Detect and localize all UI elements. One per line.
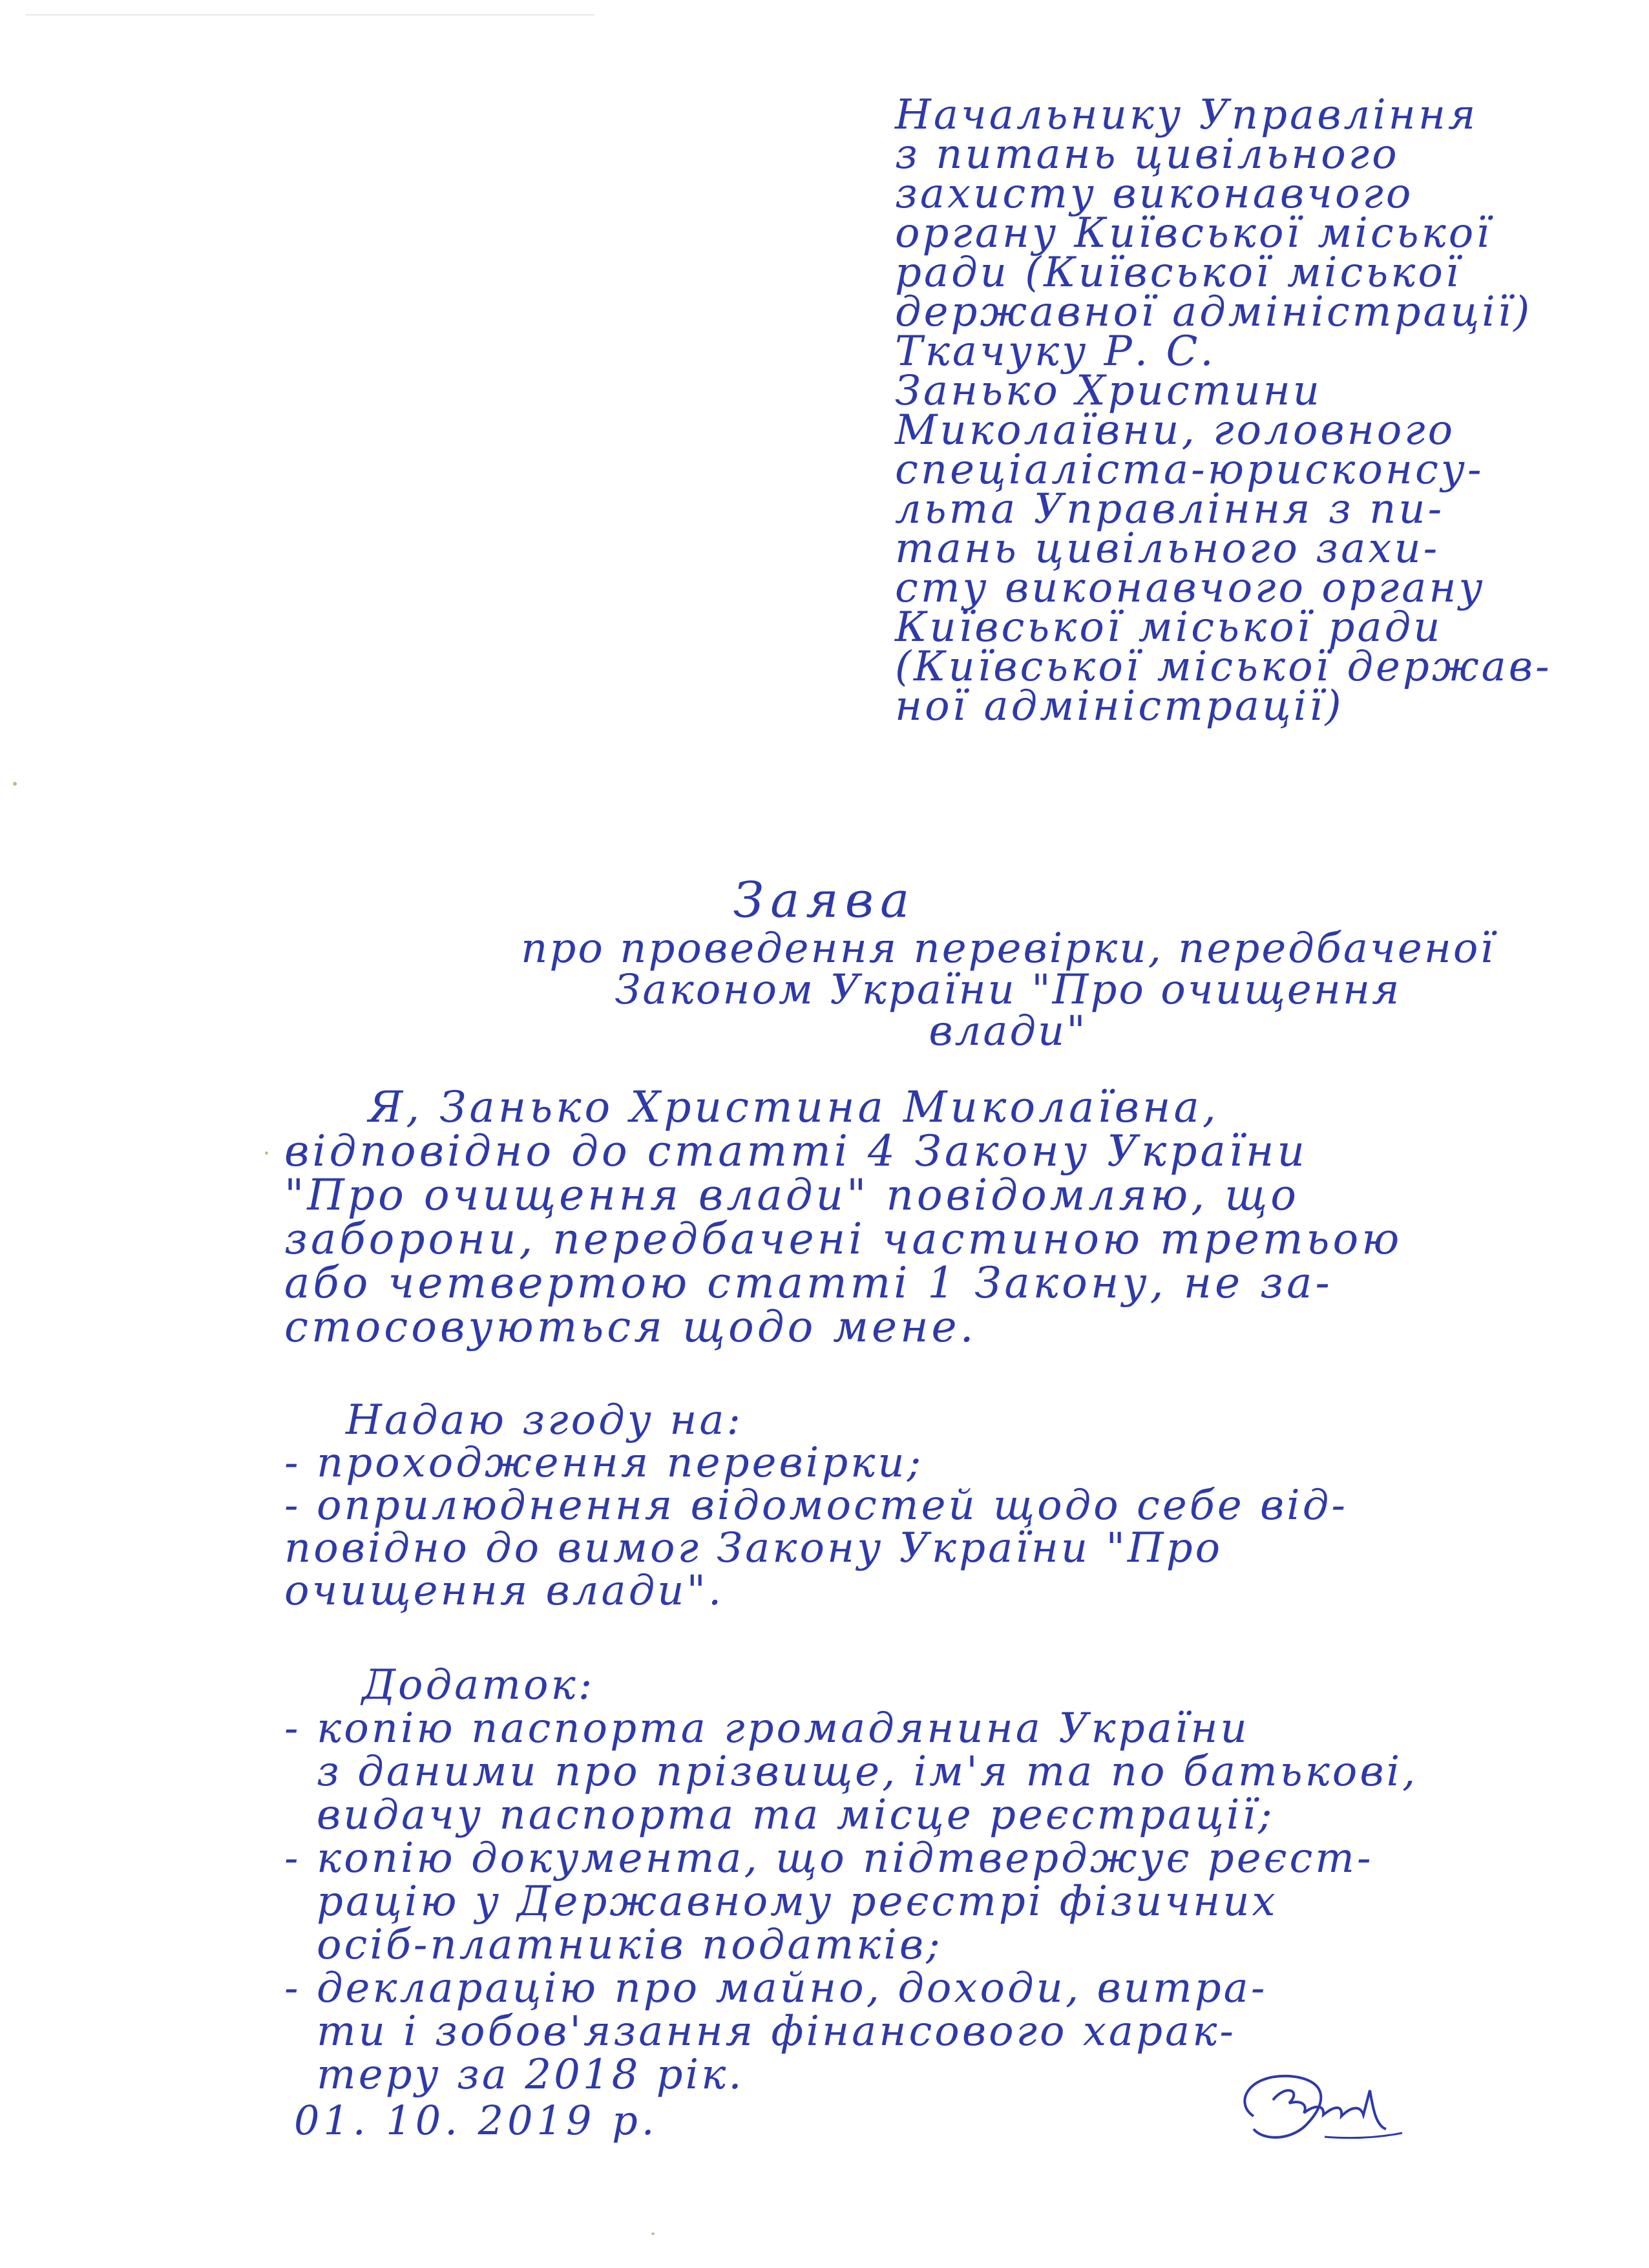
annex-item: - копію документа, що підтверджує реєст-: [284, 1834, 1374, 1882]
annex-block: [284, 1661, 1590, 2099]
paper-speck: [265, 1151, 268, 1155]
applicant-line: льта Управління з пи-: [895, 485, 1445, 533]
statement-line: або четвертою статті 1 Закону, не за-: [284, 1258, 1333, 1308]
statement-paragraph: [284, 1082, 1590, 1352]
document-subtitle: [452, 925, 1564, 1055]
statement-line: стосовуються щодо мене.: [284, 1302, 977, 1352]
statement-line: заборони, передбачені частиною третьою: [284, 1214, 1403, 1264]
addressee-line: органу Київської міської: [895, 209, 1492, 257]
consent-block: [284, 1396, 1590, 1615]
statement-line: "Про очищення влади" повідомляю, що: [284, 1170, 1300, 1220]
addressee-line: Начальнику Управління: [895, 91, 1478, 139]
applicant-line: Занько Христини: [895, 367, 1322, 415]
applicant-line: ної адміністрації): [895, 682, 1344, 730]
applicant-line: спеціаліста-юрисконсу-: [895, 446, 1484, 494]
annex-item: - декларацію про майно, доходи, витра-: [284, 1964, 1268, 2012]
applicant-line: Миколаївни, головного: [895, 406, 1456, 454]
paper-speck: [13, 782, 17, 786]
signature-icon: [1228, 2064, 1434, 2155]
annex-item: - копію паспорта громадянина України: [284, 1705, 1250, 1752]
applicant-line: (Київської міської держав-: [895, 643, 1552, 691]
annex-item: з даними про прізвище, ім'я та по батькові,: [317, 1748, 1418, 1796]
subtitle-line: про проведення перевірки, передбаченої: [521, 925, 1495, 972]
annex-item: теру за 2018 рік.: [317, 2051, 744, 2099]
subtitle-line: Законом України "Про очищення: [614, 966, 1402, 1014]
paper-speck: [651, 2232, 655, 2235]
addressee-line: державної адміністрації): [895, 288, 1533, 336]
consent-heading: Надаю згоду на:: [346, 1396, 744, 1444]
document-title: Заява: [733, 871, 916, 929]
annex-item: рацію у Державному реєстрі фізичних: [317, 1878, 1278, 1926]
consent-item: - оприлюднення відомостей щодо себе від-: [284, 1482, 1348, 1529]
statement-line: відповідно до статті 4 Закону України: [284, 1126, 1308, 1176]
annex-heading: Додаток:: [362, 1661, 595, 1709]
addressee-line: захисту виконавчого: [895, 170, 1414, 218]
addressee-block: [895, 91, 1625, 730]
annex-item: осіб-платників податків;: [317, 1921, 943, 1969]
addressee-line: ради (Київської міської: [895, 249, 1462, 297]
consent-item: очищення влади".: [284, 1567, 724, 1615]
subtitle-line: влади": [929, 1007, 1087, 1055]
applicant-line: тань цивільного захи-: [895, 525, 1440, 572]
consent-item: повідно до вимог Закону України "Про: [284, 1524, 1223, 1572]
addressee-line: Ткачуку Р. С.: [895, 328, 1216, 375]
document-date: 01. 10. 2019 р.: [294, 2097, 658, 2144]
annex-item: ти і зобов'язання фінансового харак-: [317, 2008, 1237, 2055]
statement-line: Я, Занько Христина Миколаївна,: [368, 1082, 1219, 1132]
applicant-line: Київської міської ради: [895, 604, 1443, 651]
annex-item: видачу паспорта та місце реєстрації;: [317, 1791, 1275, 1839]
addressee-line: з питань цивільного: [895, 131, 1400, 178]
page-edge-line: [26, 14, 594, 16]
consent-item: - проходження перевірки;: [284, 1439, 924, 1487]
applicant-line: сту виконавчого органу: [895, 564, 1486, 612]
